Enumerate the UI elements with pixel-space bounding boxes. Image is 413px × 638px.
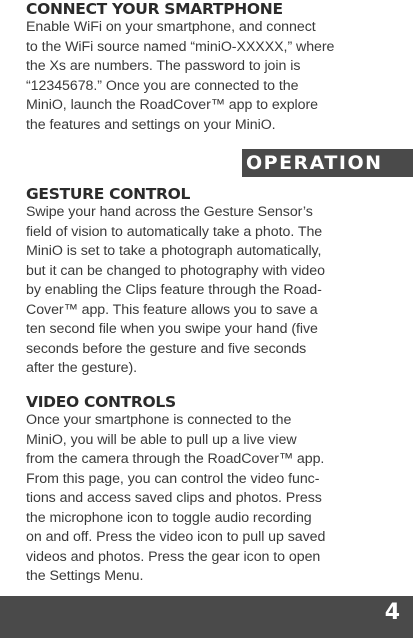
text-line: the microphone icon to toggle audio recording xyxy=(26,509,312,526)
text-line: but it can be changed to photography with video xyxy=(26,262,325,279)
text-line: to the WiFi source named “miniO-XXXXX,” where xyxy=(26,38,335,55)
text-line: From this page, you can control the video func- xyxy=(26,470,320,487)
page-number: 4 xyxy=(384,600,400,625)
text-line: ten second file when you swipe your hand (five xyxy=(26,321,318,337)
text-line: MiniO, launch the RoadCover™ app to explore xyxy=(26,97,319,113)
text-line: field of vision to automatically take a photo. The xyxy=(26,223,323,240)
video-controls-heading: VIDEO CONTROLS xyxy=(26,393,176,411)
text-line: seconds before the gesture and five seconds xyxy=(26,340,307,357)
connect-smartphone-section xyxy=(26,0,396,135)
text-line: “12345678.” Once you are connected to the xyxy=(26,77,299,94)
text-line: the Xs are numbers. The password to join is xyxy=(26,58,301,74)
gesture-control-text xyxy=(26,203,396,379)
text-line: videos and photos. Press the gear icon to open xyxy=(26,548,321,565)
video-controls-section xyxy=(26,393,396,587)
text-line: Swipe your hand across the Gesture Sensor’s xyxy=(26,204,313,220)
text-line: MiniO is set to take a photograph automatically, xyxy=(26,243,322,259)
connect-smartphone-text xyxy=(26,18,396,135)
connect-smartphone-heading: CONNECT YOUR SMARTPHONE xyxy=(26,0,283,18)
text-line: the features and settings on your MiniO. xyxy=(26,116,276,133)
video-controls-text xyxy=(26,411,396,587)
text-line: Enable WiFi on your smartphone, and connect xyxy=(26,19,316,35)
operation-section-label: OPERATION xyxy=(246,152,383,174)
text-line: on and off. Press the video icon to pull up saved xyxy=(26,529,326,545)
text-line: tions and access saved clips and photos. Press xyxy=(26,490,322,506)
text-line: Once your smartphone is connected to the xyxy=(26,412,292,428)
gesture-control-section xyxy=(26,185,396,379)
text-line: MiniO, you will be able to pull up a live view xyxy=(26,431,297,448)
text-line: the Settings Menu. xyxy=(26,568,144,584)
footer-bar xyxy=(0,596,413,638)
gesture-control-heading: GESTURE CONTROL xyxy=(26,185,191,203)
text-line: by enabling the Clips feature through the Road- xyxy=(26,282,322,298)
text-line: after the gesture). xyxy=(26,360,138,376)
text-line: Cover™ app. This feature allows you to save a xyxy=(26,301,318,318)
text-line: from the camera through the RoadCover™ app. xyxy=(26,451,325,467)
